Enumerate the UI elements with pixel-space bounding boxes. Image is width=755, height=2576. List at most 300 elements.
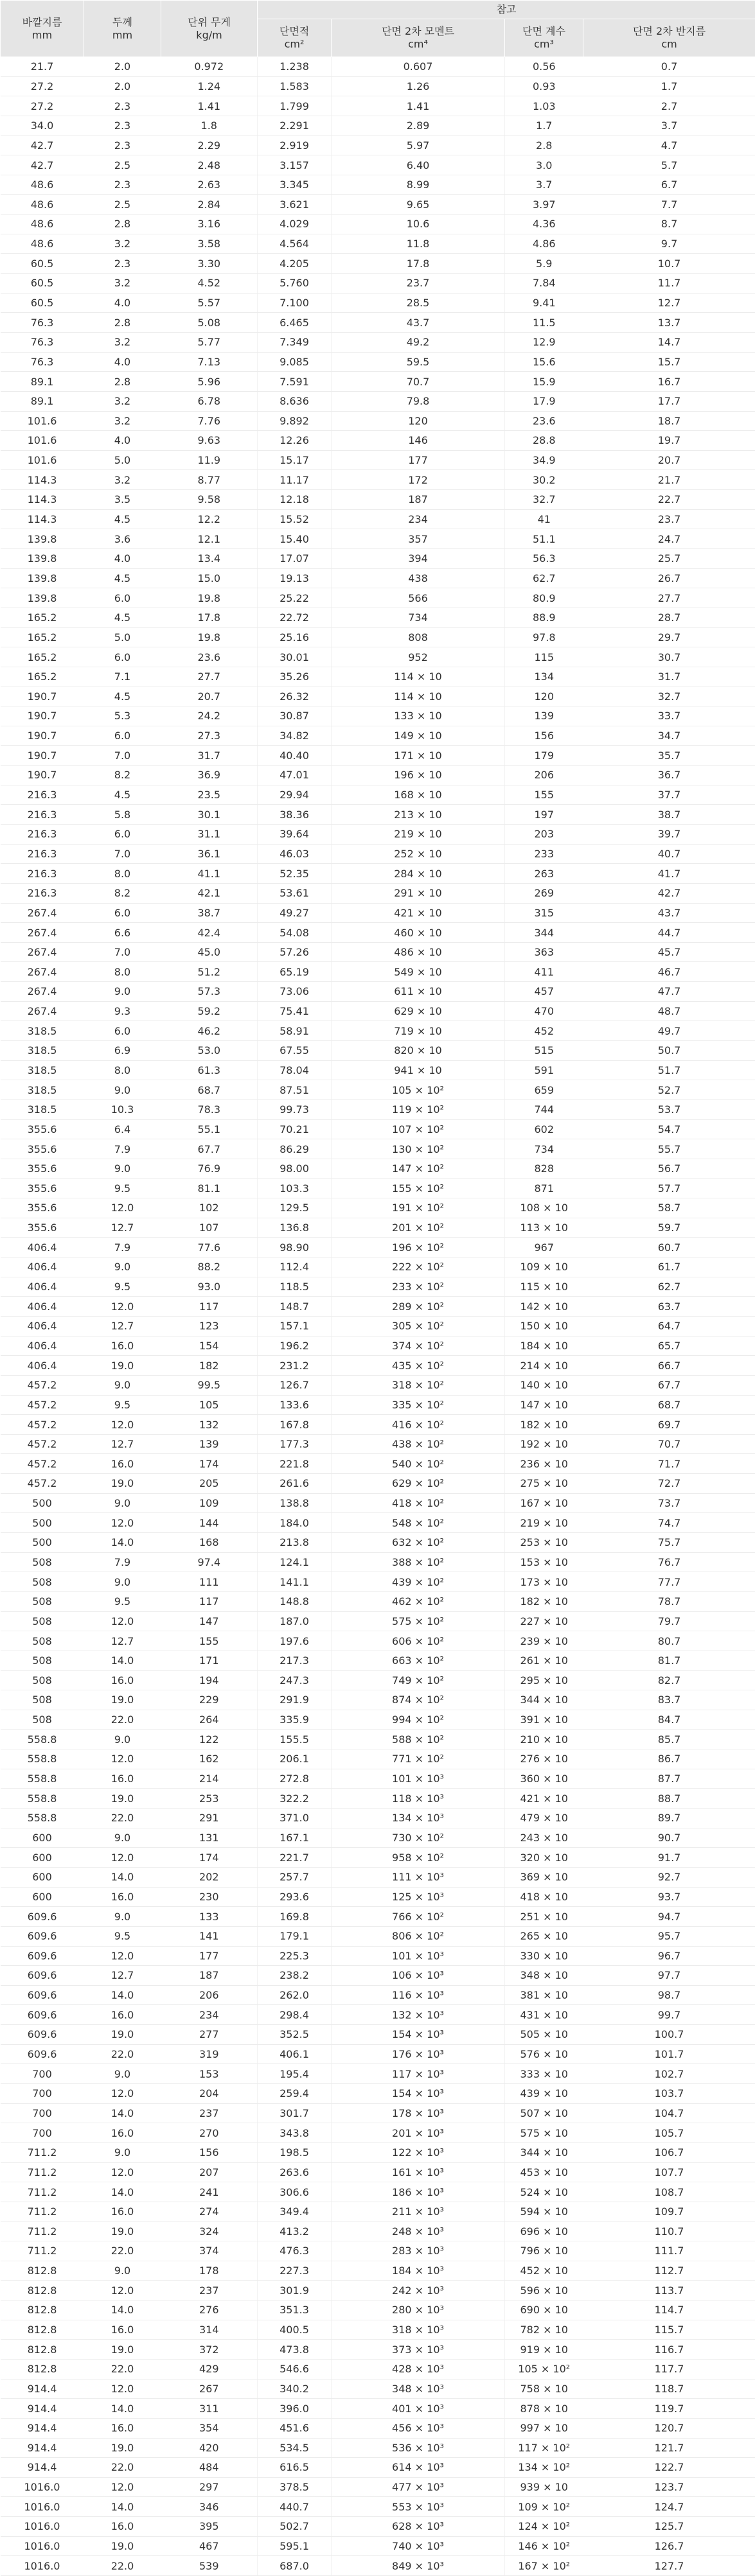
cell-moment: 486 × 10 [332, 942, 505, 962]
table-row [1, 942, 755, 962]
table-row [1, 2005, 755, 2025]
table-row [1, 2536, 755, 2556]
cell-area: 3.621 [258, 195, 332, 215]
cell-unit-weight: 55.1 [161, 1119, 258, 1139]
cell-thickness: 12.7 [84, 1966, 161, 1986]
cell-thickness: 9.5 [84, 1395, 161, 1415]
table-row [1, 1769, 755, 1789]
table-row [1, 2300, 755, 2320]
cell-unit-weight: 539 [161, 2556, 258, 2576]
cell-unit-weight: 132 [161, 1415, 258, 1435]
cell-outer-diameter: 101.6 [1, 450, 84, 470]
cell-area: 19.13 [258, 568, 332, 588]
cell-radius: 106.7 [583, 2142, 755, 2162]
cell-modulus: 134 × 10² [505, 2458, 583, 2478]
cell-thickness: 2.0 [84, 57, 161, 77]
cell-thickness: 12.0 [84, 1198, 161, 1218]
cell-moment: 154 × 10³ [332, 2083, 505, 2103]
cell-unit-weight: 420 [161, 2438, 258, 2458]
header-thickness: 두께 mm [84, 1, 161, 57]
cell-outer-diameter: 267.4 [1, 942, 84, 962]
cell-unit-weight: 105 [161, 1395, 258, 1415]
cell-area: 225.3 [258, 1946, 332, 1966]
cell-area: 231.2 [258, 1356, 332, 1376]
table-row [1, 509, 755, 529]
cell-area: 99.73 [258, 1100, 332, 1119]
cell-unit-weight: 57.3 [161, 982, 258, 1002]
table-row [1, 2025, 755, 2045]
cell-radius: 97.7 [583, 1966, 755, 1986]
cell-modulus: 51.1 [505, 529, 583, 549]
cell-outer-diameter: 190.7 [1, 726, 84, 746]
cell-moment: 234 [332, 509, 505, 529]
cell-area: 546.6 [258, 2359, 332, 2379]
cell-modulus: 263 [505, 864, 583, 884]
cell-area: 8.636 [258, 391, 332, 411]
cell-radius: 91.7 [583, 1848, 755, 1868]
cell-moment: 549 × 10 [332, 962, 505, 982]
cell-outer-diameter: 267.4 [1, 962, 84, 982]
cell-outer-diameter: 139.8 [1, 549, 84, 569]
cell-area: 687.0 [258, 2556, 332, 2576]
table-row [1, 588, 755, 608]
cell-outer-diameter: 60.5 [1, 293, 84, 313]
cell-unit-weight: 23.5 [161, 785, 258, 805]
cell-area: 39.64 [258, 824, 332, 844]
cell-area: 148.7 [258, 1297, 332, 1317]
cell-unit-weight: 467 [161, 2536, 258, 2556]
cell-radius: 122.7 [583, 2458, 755, 2478]
cell-thickness: 14.0 [84, 2182, 161, 2202]
cell-unit-weight: 42.1 [161, 883, 258, 903]
cell-outer-diameter: 355.6 [1, 1159, 84, 1178]
cell-modulus: 56.3 [505, 549, 583, 569]
cell-moment: 222 × 10² [332, 1257, 505, 1277]
cell-area: 473.8 [258, 2340, 332, 2360]
table-row [1, 1159, 755, 1178]
cell-unit-weight: 131 [161, 1828, 258, 1848]
cell-outer-diameter: 711.2 [1, 2221, 84, 2241]
cell-unit-weight: 13.4 [161, 549, 258, 569]
cell-moment: 1.41 [332, 96, 505, 116]
cell-outer-diameter: 355.6 [1, 1178, 84, 1198]
cell-radius: 100.7 [583, 2025, 755, 2045]
cell-moment: 540 × 10² [332, 1454, 505, 1474]
cell-unit-weight: 20.7 [161, 687, 258, 706]
cell-modulus: 330 × 10 [505, 1946, 583, 1966]
cell-radius: 0.7 [583, 57, 755, 77]
cell-modulus: 239 × 10 [505, 1631, 583, 1651]
table-row [1, 1710, 755, 1730]
cell-radius: 107.7 [583, 2162, 755, 2182]
cell-thickness: 22.0 [84, 1710, 161, 1730]
cell-radius: 105.7 [583, 2123, 755, 2143]
cell-modulus: 871 [505, 1178, 583, 1198]
cell-area: 238.2 [258, 1966, 332, 1986]
cell-unit-weight: 174 [161, 1848, 258, 1868]
cell-radius: 24.7 [583, 529, 755, 549]
cell-thickness: 16.0 [84, 1670, 161, 1690]
cell-moment: 438 × 10² [332, 1434, 505, 1454]
table-row [1, 962, 755, 982]
cell-thickness: 12.7 [84, 1317, 161, 1336]
cell-thickness: 22.0 [84, 2359, 161, 2379]
cell-unit-weight: 36.9 [161, 766, 258, 785]
cell-thickness: 7.0 [84, 746, 161, 766]
cell-unit-weight: 139 [161, 1434, 258, 1454]
cell-thickness: 9.0 [84, 1159, 161, 1178]
cell-modulus: 796 × 10 [505, 2241, 583, 2261]
cell-unit-weight: 154 [161, 1336, 258, 1356]
cell-thickness: 19.0 [84, 2025, 161, 2045]
cell-area: 3.345 [258, 175, 332, 195]
cell-moment: 428 × 10³ [332, 2359, 505, 2379]
cell-area: 34.82 [258, 726, 332, 746]
cell-modulus: 782 × 10 [505, 2320, 583, 2340]
cell-outer-diameter: 1016.0 [1, 2556, 84, 2576]
cell-unit-weight: 429 [161, 2359, 258, 2379]
table-row [1, 1552, 755, 1572]
cell-outer-diameter: 318.5 [1, 1100, 84, 1119]
cell-moment: 23.7 [332, 274, 505, 294]
cell-moment: 730 × 10² [332, 1828, 505, 1848]
cell-outer-diameter: 48.6 [1, 195, 84, 215]
cell-area: 30.01 [258, 647, 332, 667]
table-row [1, 844, 755, 864]
table-row [1, 1828, 755, 1848]
cell-area: 38.36 [258, 805, 332, 825]
table-row [1, 2340, 755, 2360]
cell-outer-diameter: 600 [1, 1848, 84, 1868]
table-row [1, 2261, 755, 2281]
cell-modulus: 227 × 10 [505, 1611, 583, 1631]
cell-outer-diameter: 101.6 [1, 411, 84, 431]
cell-radius: 27.7 [583, 588, 755, 608]
cell-radius: 52.7 [583, 1080, 755, 1100]
cell-moment: 101 × 10³ [332, 1946, 505, 1966]
cell-modulus: 758 × 10 [505, 2379, 583, 2399]
table-row [1, 195, 755, 215]
cell-modulus: 269 [505, 883, 583, 903]
cell-radius: 79.7 [583, 1611, 755, 1631]
cell-modulus: 214 × 10 [505, 1356, 583, 1376]
cell-moment: 17.8 [332, 254, 505, 274]
cell-modulus: 919 × 10 [505, 2340, 583, 2360]
table-row [1, 608, 755, 627]
cell-radius: 81.7 [583, 1651, 755, 1670]
cell-outer-diameter: 190.7 [1, 766, 84, 785]
cell-outer-diameter: 216.3 [1, 785, 84, 805]
cell-thickness: 9.0 [84, 1080, 161, 1100]
cell-thickness: 3.2 [84, 332, 161, 352]
cell-moment: 421 × 10 [332, 903, 505, 923]
cell-thickness: 16.0 [84, 2320, 161, 2340]
cell-thickness: 12.0 [84, 1513, 161, 1533]
cell-radius: 119.7 [583, 2399, 755, 2419]
cell-modulus: 41 [505, 509, 583, 529]
cell-area: 138.8 [258, 1493, 332, 1513]
cell-unit-weight: 241 [161, 2182, 258, 2202]
cell-area: 351.3 [258, 2300, 332, 2320]
cell-area: 7.591 [258, 372, 332, 392]
cell-outer-diameter: 114.3 [1, 509, 84, 529]
cell-outer-diameter: 165.2 [1, 627, 84, 647]
cell-unit-weight: 395 [161, 2517, 258, 2537]
cell-moment: 416 × 10² [332, 1415, 505, 1435]
cell-radius: 43.7 [583, 903, 755, 923]
cell-moment: 242 × 10³ [332, 2281, 505, 2300]
cell-radius: 94.7 [583, 1907, 755, 1927]
cell-radius: 6.7 [583, 175, 755, 195]
cell-area: 343.8 [258, 2123, 332, 2143]
cell-thickness: 19.0 [84, 2340, 161, 2360]
cell-thickness: 19.0 [84, 1789, 161, 1809]
table-row [1, 2064, 755, 2084]
cell-outer-diameter: 139.8 [1, 568, 84, 588]
cell-radius: 121.7 [583, 2438, 755, 2458]
cell-modulus: 184 × 10 [505, 1336, 583, 1356]
cell-outer-diameter: 60.5 [1, 254, 84, 274]
cell-outer-diameter: 500 [1, 1513, 84, 1533]
cell-area: 47.01 [258, 766, 332, 785]
cell-modulus: 236 × 10 [505, 1454, 583, 1474]
cell-moment: 119 × 10² [332, 1100, 505, 1119]
cell-moment: 460 × 10 [332, 923, 505, 943]
cell-area: 167.1 [258, 1828, 332, 1848]
cell-moment: 874 × 10² [332, 1690, 505, 1710]
cell-radius: 51.7 [583, 1060, 755, 1080]
cell-radius: 50.7 [583, 1041, 755, 1061]
cell-unit-weight: 4.52 [161, 274, 258, 294]
table-row [1, 2418, 755, 2438]
cell-thickness: 9.5 [84, 1178, 161, 1198]
cell-outer-diameter: 457.2 [1, 1375, 84, 1395]
cell-moment: 575 × 10² [332, 1611, 505, 1631]
cell-outer-diameter: 406.4 [1, 1257, 84, 1277]
cell-radius: 28.7 [583, 608, 755, 627]
cell-unit-weight: 374 [161, 2241, 258, 2261]
cell-thickness: 3.6 [84, 529, 161, 549]
cell-radius: 32.7 [583, 687, 755, 706]
cell-unit-weight: 31.1 [161, 824, 258, 844]
cell-moment: 213 × 10 [332, 805, 505, 825]
table-row [1, 1001, 755, 1021]
cell-moment: 401 × 10³ [332, 2399, 505, 2419]
cell-moment: 10.6 [332, 215, 505, 234]
cell-moment: 588 × 10² [332, 1730, 505, 1749]
cell-unit-weight: 237 [161, 2103, 258, 2123]
cell-modulus: 179 [505, 746, 583, 766]
cell-radius: 88.7 [583, 1789, 755, 1809]
cell-radius: 8.7 [583, 215, 755, 234]
cell-outer-diameter: 558.8 [1, 1789, 84, 1809]
cell-outer-diameter: 165.2 [1, 608, 84, 627]
cell-unit-weight: 7.76 [161, 411, 258, 431]
cell-radius: 101.7 [583, 2044, 755, 2064]
cell-radius: 60.7 [583, 1238, 755, 1257]
cell-outer-diameter: 457.2 [1, 1434, 84, 1454]
cell-modulus: 360 × 10 [505, 1769, 583, 1789]
cell-unit-weight: 97.4 [161, 1552, 258, 1572]
cell-outer-diameter: 609.6 [1, 1907, 84, 1927]
cell-radius: 56.7 [583, 1159, 755, 1178]
table-row [1, 1946, 755, 1966]
cell-radius: 36.7 [583, 766, 755, 785]
table-header [1, 1, 755, 57]
table-row [1, 2517, 755, 2537]
table-row [1, 647, 755, 667]
cell-outer-diameter: 318.5 [1, 1080, 84, 1100]
cell-area: 298.4 [258, 2005, 332, 2025]
table-row [1, 1434, 755, 1454]
cell-radius: 9.7 [583, 234, 755, 254]
cell-area: 213.8 [258, 1533, 332, 1553]
cell-modulus: 997 × 10 [505, 2418, 583, 2438]
cell-outer-diameter: 406.4 [1, 1356, 84, 1376]
cell-moment: 233 × 10² [332, 1277, 505, 1297]
cell-moment: 305 × 10² [332, 1317, 505, 1336]
cell-radius: 67.7 [583, 1375, 755, 1395]
cell-area: 2.291 [258, 116, 332, 136]
cell-modulus: 206 [505, 766, 583, 785]
cell-area: 217.3 [258, 1651, 332, 1670]
table-row [1, 96, 755, 116]
cell-moment: 248 × 10³ [332, 2221, 505, 2241]
cell-outer-diameter: 457.2 [1, 1415, 84, 1435]
cell-thickness: 16.0 [84, 1336, 161, 1356]
cell-unit-weight: 0.972 [161, 57, 258, 77]
cell-outer-diameter: 165.2 [1, 667, 84, 687]
cell-modulus: 120 [505, 687, 583, 706]
cell-unit-weight: 1.24 [161, 76, 258, 96]
cell-unit-weight: 30.1 [161, 805, 258, 825]
cell-area: 6.465 [258, 313, 332, 333]
table-row [1, 1474, 755, 1494]
cell-outer-diameter: 700 [1, 2083, 84, 2103]
cell-unit-weight: 2.84 [161, 195, 258, 215]
cell-modulus: 7.84 [505, 274, 583, 294]
cell-outer-diameter: 34.0 [1, 116, 84, 136]
cell-area: 5.760 [258, 274, 332, 294]
cell-area: 126.7 [258, 1375, 332, 1395]
cell-moment: 252 × 10 [332, 844, 505, 864]
table-row [1, 2438, 755, 2458]
cell-thickness: 9.0 [84, 1493, 161, 1513]
cell-modulus: 5.9 [505, 254, 583, 274]
cell-thickness: 4.0 [84, 549, 161, 569]
cell-moment: 291 × 10 [332, 883, 505, 903]
cell-modulus: 381 × 10 [505, 1985, 583, 2005]
cell-outer-diameter: 508 [1, 1670, 84, 1690]
table-row [1, 332, 755, 352]
cell-modulus: 105 × 10² [505, 2359, 583, 2379]
cell-area: 221.7 [258, 1848, 332, 1868]
cell-radius: 124.7 [583, 2497, 755, 2517]
cell-radius: 15.7 [583, 352, 755, 372]
cell-outer-diameter: 508 [1, 1552, 84, 1572]
table-row [1, 1139, 755, 1159]
header-radius: 단면 2차 반지름 cm [583, 19, 755, 57]
cell-radius: 113.7 [583, 2281, 755, 2300]
cell-outer-diameter: 609.6 [1, 2025, 84, 2045]
cell-modulus: 828 [505, 1159, 583, 1178]
cell-modulus: 744 [505, 1100, 583, 1119]
cell-area: 2.919 [258, 136, 332, 155]
cell-radius: 99.7 [583, 2005, 755, 2025]
cell-thickness: 9.3 [84, 1001, 161, 1021]
cell-area: 247.3 [258, 1670, 332, 1690]
cell-modulus: 457 [505, 982, 583, 1002]
cell-outer-diameter: 42.7 [1, 155, 84, 175]
table-row [1, 1907, 755, 1927]
cell-outer-diameter: 27.2 [1, 76, 84, 96]
table-row [1, 215, 755, 234]
cell-thickness: 6.0 [84, 588, 161, 608]
table-row [1, 450, 755, 470]
cell-modulus: 109 × 10² [505, 2497, 583, 2517]
cell-unit-weight: 7.13 [161, 352, 258, 372]
cell-moment: 6.40 [332, 155, 505, 175]
cell-thickness: 8.0 [84, 864, 161, 884]
cell-outer-diameter: 406.4 [1, 1277, 84, 1297]
cell-area: 87.51 [258, 1080, 332, 1100]
cell-radius: 123.7 [583, 2477, 755, 2497]
cell-unit-weight: 267 [161, 2379, 258, 2399]
cell-radius: 69.7 [583, 1415, 755, 1435]
cell-unit-weight: 24.2 [161, 706, 258, 726]
cell-unit-weight: 5.57 [161, 293, 258, 313]
cell-area: 78.04 [258, 1060, 332, 1080]
cell-moment: 808 [332, 627, 505, 647]
cell-radius: 47.7 [583, 982, 755, 1002]
table-row [1, 923, 755, 943]
cell-moment: 548 × 10² [332, 1513, 505, 1533]
cell-moment: 172 [332, 470, 505, 490]
cell-thickness: 5.0 [84, 627, 161, 647]
cell-modulus: 153 × 10 [505, 1552, 583, 1572]
cell-thickness: 22.0 [84, 2458, 161, 2478]
cell-modulus: 261 × 10 [505, 1651, 583, 1670]
cell-unit-weight: 117 [161, 1297, 258, 1317]
cell-radius: 31.7 [583, 667, 755, 687]
cell-thickness: 4.5 [84, 608, 161, 627]
cell-thickness: 12.0 [84, 1297, 161, 1317]
header-area: 단면적 cm² [258, 19, 332, 57]
cell-unit-weight: 155 [161, 1631, 258, 1651]
table-row [1, 667, 755, 687]
cell-unit-weight: 229 [161, 1690, 258, 1710]
cell-unit-weight: 68.7 [161, 1080, 258, 1100]
cell-radius: 62.7 [583, 1277, 755, 1297]
table-row [1, 529, 755, 549]
cell-area: 197.6 [258, 1631, 332, 1651]
cell-thickness: 19.0 [84, 1356, 161, 1376]
cell-modulus: 575 × 10 [505, 2123, 583, 2143]
cell-moment: 663 × 10² [332, 1651, 505, 1670]
cell-modulus: 134 [505, 667, 583, 687]
cell-thickness: 6.6 [84, 923, 161, 943]
cell-area: 46.03 [258, 844, 332, 864]
header-reference: 참고 [258, 1, 755, 19]
table-row [1, 1493, 755, 1513]
cell-unit-weight: 111 [161, 1572, 258, 1592]
cell-area: 257.7 [258, 1867, 332, 1887]
cell-unit-weight: 67.7 [161, 1139, 258, 1159]
table-row [1, 785, 755, 805]
cell-area: 67.55 [258, 1041, 332, 1061]
cell-unit-weight: 59.2 [161, 1001, 258, 1021]
cell-modulus: 344 [505, 923, 583, 943]
